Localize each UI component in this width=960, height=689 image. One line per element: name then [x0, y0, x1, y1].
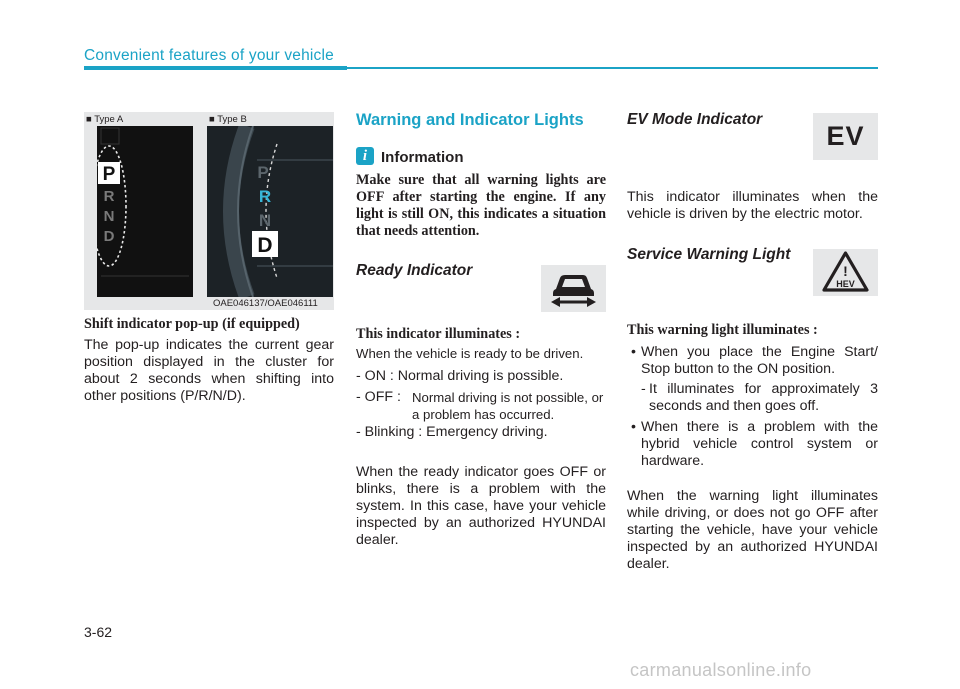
hev-warning-graphic [813, 249, 878, 296]
watermark: carmanualsonline.info [630, 660, 812, 680]
hev-warning-icon [813, 249, 878, 296]
ready-on-item: - ON : Normal driving is possible. [356, 368, 564, 384]
cluster-type-b [207, 126, 333, 297]
cluster-type-a [97, 126, 193, 297]
ev-mode-title: EV Mode Indicator [627, 111, 763, 128]
gear-p-a: P [102, 164, 116, 185]
ready-indicator-paragraph: When the ready indicator goes OFF or blinks, there is a problem with the system. In this case, have your vehicle inspected by an authorized HYUNDAI dealer. [356, 464, 606, 548]
page-number: 3-62 [84, 624, 113, 640]
gear-d-b: D [257, 234, 273, 257]
service-bullet-1-text: When you place the Engine Start/ Stop button to the ON position. [641, 344, 878, 377]
gear-p-b: P [257, 163, 269, 182]
figure-caption: Shift indicator pop-up (if equipped) [84, 316, 300, 332]
bullet-dot: • [631, 419, 636, 435]
ready-when-text: When the vehicle is ready to be driven. [356, 346, 584, 361]
service-bullet-2 [627, 419, 878, 471]
gear-n-b: N [258, 211, 272, 230]
ready-indicator-title: Ready Indicator [356, 262, 473, 279]
cluster-type-a-graphic [97, 126, 193, 297]
car-arrows-graphic [541, 265, 606, 312]
car-arrows-icon [541, 265, 606, 312]
bullet-dot: • [631, 344, 636, 360]
service-bullet-2-text: When there is a problem with the hybrid vehicle control system or hardware. [641, 419, 878, 469]
header-rule-thin [347, 67, 878, 69]
information-heading: Information [381, 149, 464, 166]
service-warning-paragraph: When the warning light illuminates while driving, or does not go OFF after starting the vehicle, have your vehicle inspected by an authorized HYUNDAI dealer. [627, 488, 878, 572]
gear-n-a: N [103, 208, 115, 225]
ready-off-text: Normal driving is not possible, or a problem has occurred. [412, 390, 604, 422]
information-text: Make sure that all warning lights are OFF after starting the engine. If any light is still ON, this indicates a situation that needs attention. [356, 172, 606, 239]
ready-off-label: - OFF : [356, 389, 401, 405]
ready-blinking-item: - Blinking : Emergency driving. [356, 424, 548, 440]
hev-icon-text: HEV [836, 279, 855, 289]
type-b-label: ■ Type B [209, 114, 247, 125]
warning-section-title: Warning and Indicator Lights [356, 111, 584, 129]
information-icon: i [356, 147, 374, 165]
sub-dash: - [641, 381, 646, 397]
ready-illuminates-heading: This indicator illuminates : [356, 326, 521, 342]
ev-mode-icon: EV [813, 113, 878, 160]
shift-indicator-paragraph: The pop-up indicates the current gear position displayed in the cluster for about 2 seconds when shifting into other positions (P/R/N/D). [84, 337, 334, 404]
service-warning-title: Service Warning Light [627, 246, 791, 263]
type-a-label: ■ Type A [86, 114, 124, 125]
service-illuminates-heading: This warning light illuminates : [627, 322, 818, 338]
gear-r-a: R [103, 188, 115, 205]
service-bullet-1-sub-text: It illuminates for approximately 3 seconds and then goes off. [649, 381, 878, 414]
cluster-type-b-graphic [207, 126, 333, 297]
section-header-title: Convenient features of your vehicle [84, 47, 334, 64]
gear-r-b: R [258, 187, 272, 206]
ev-mode-paragraph: This indicator illuminates when the vehicle is driven by the electric motor. [627, 189, 878, 222]
hev-exclamation: ! [843, 263, 848, 279]
gear-d-a: D [103, 228, 115, 245]
figure-code: OAE046137/OAE046111 [213, 298, 318, 309]
header-rule-thick [84, 66, 347, 70]
service-bullet-1 [627, 344, 878, 380]
